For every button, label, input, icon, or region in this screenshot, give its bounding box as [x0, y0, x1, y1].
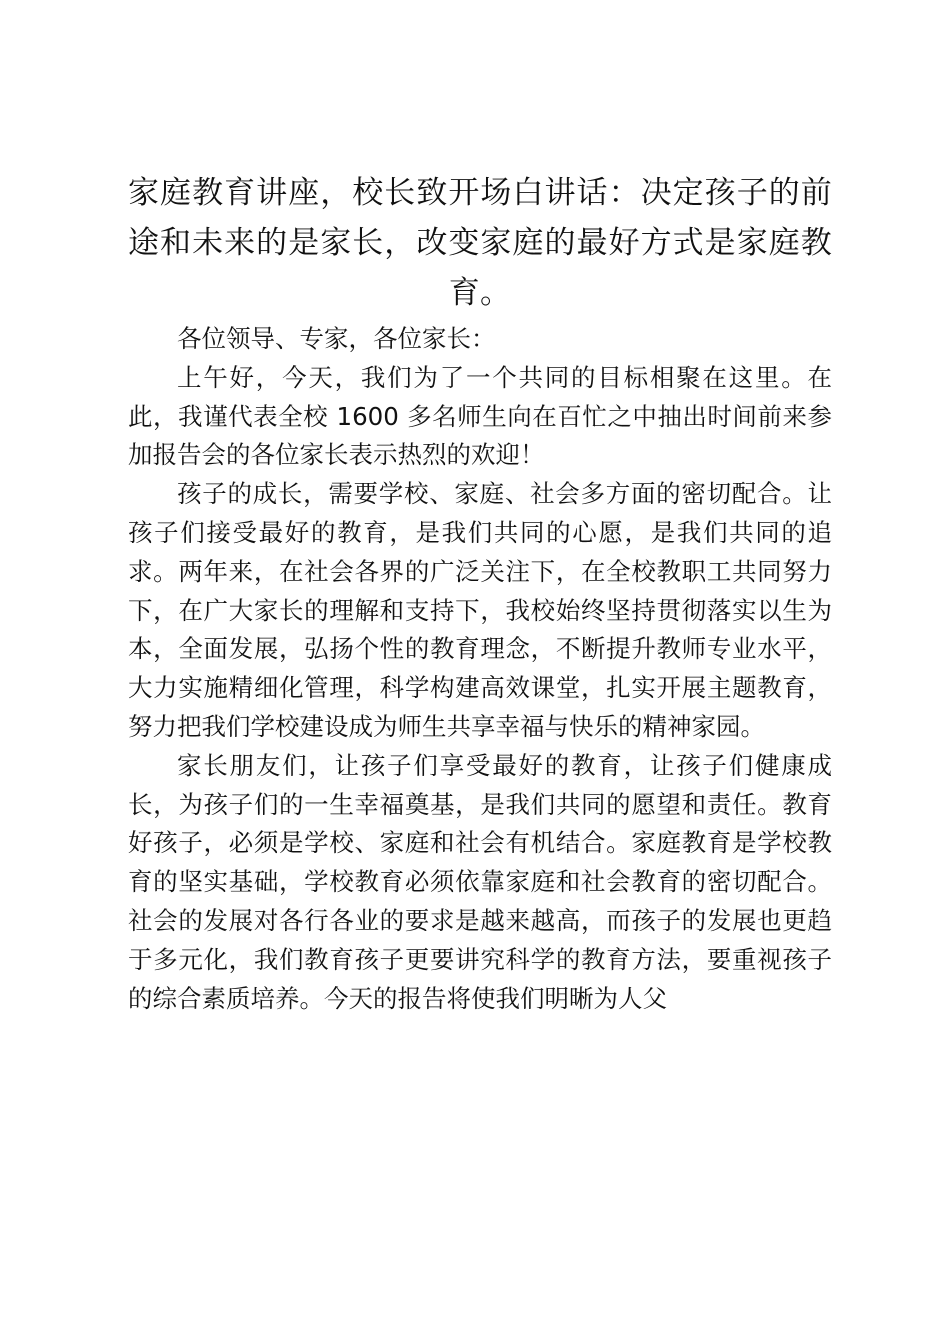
paragraph-1: 上午好，今天，我们为了一个共同的目标相聚在这里。在此，我谨代表全校 1600 多名师生向在百忙之中抽出时间前来参加报告会的各位家长表示热烈的欢迎！ — [128, 362, 832, 470]
salutation: 各位领导、专家，各位家长： — [177, 324, 496, 353]
paragraph-3: 家长朋友们，让孩子们享受最好的教育，让孩子们健康成长，为孩子们的一生幸福奠基，是我们共同的愿望和责任。教育好孩子，必须是学校、家庭和社会有机结合。家庭教育是学校教育的坚实基础，学校教育必须依靠家庭和社会教育的密切配合。社会的发展对各行各业的要求是越来越高，而孩子的发展也更趋于多元化，我们教育孩子更要讲究科学的教育方法，要重视孩子的综合素质培养。今天的报告将使我们明晰为人父 — [128, 750, 832, 1013]
document-title: 家庭教育讲座，校长致开场白讲话：决定孩子的前途和未来的是家长，改变家庭的最好方式是家庭教育。 — [128, 175, 832, 311]
paragraph-2: 孩子的成长，需要学校、家庭、社会多方面的密切配合。让孩子们接受最好的教育，是我们共同的心愿，是我们共同的追求。两年来，在社会各界的广泛关注下，在全校教职工共同努力下，在广大家长的理解和支持下，我校始终坚持贯彻落实以生为本，全面发展，弘扬个性的教育理念，不断提升教师专业水平，大力实施精细化管理，科学构建高效课堂，扎实开展主题教育，努力把我们学校建设成为师生共享幸福与快乐的精神家园。 — [128, 479, 832, 741]
document-page — [128, 168, 832, 1018]
